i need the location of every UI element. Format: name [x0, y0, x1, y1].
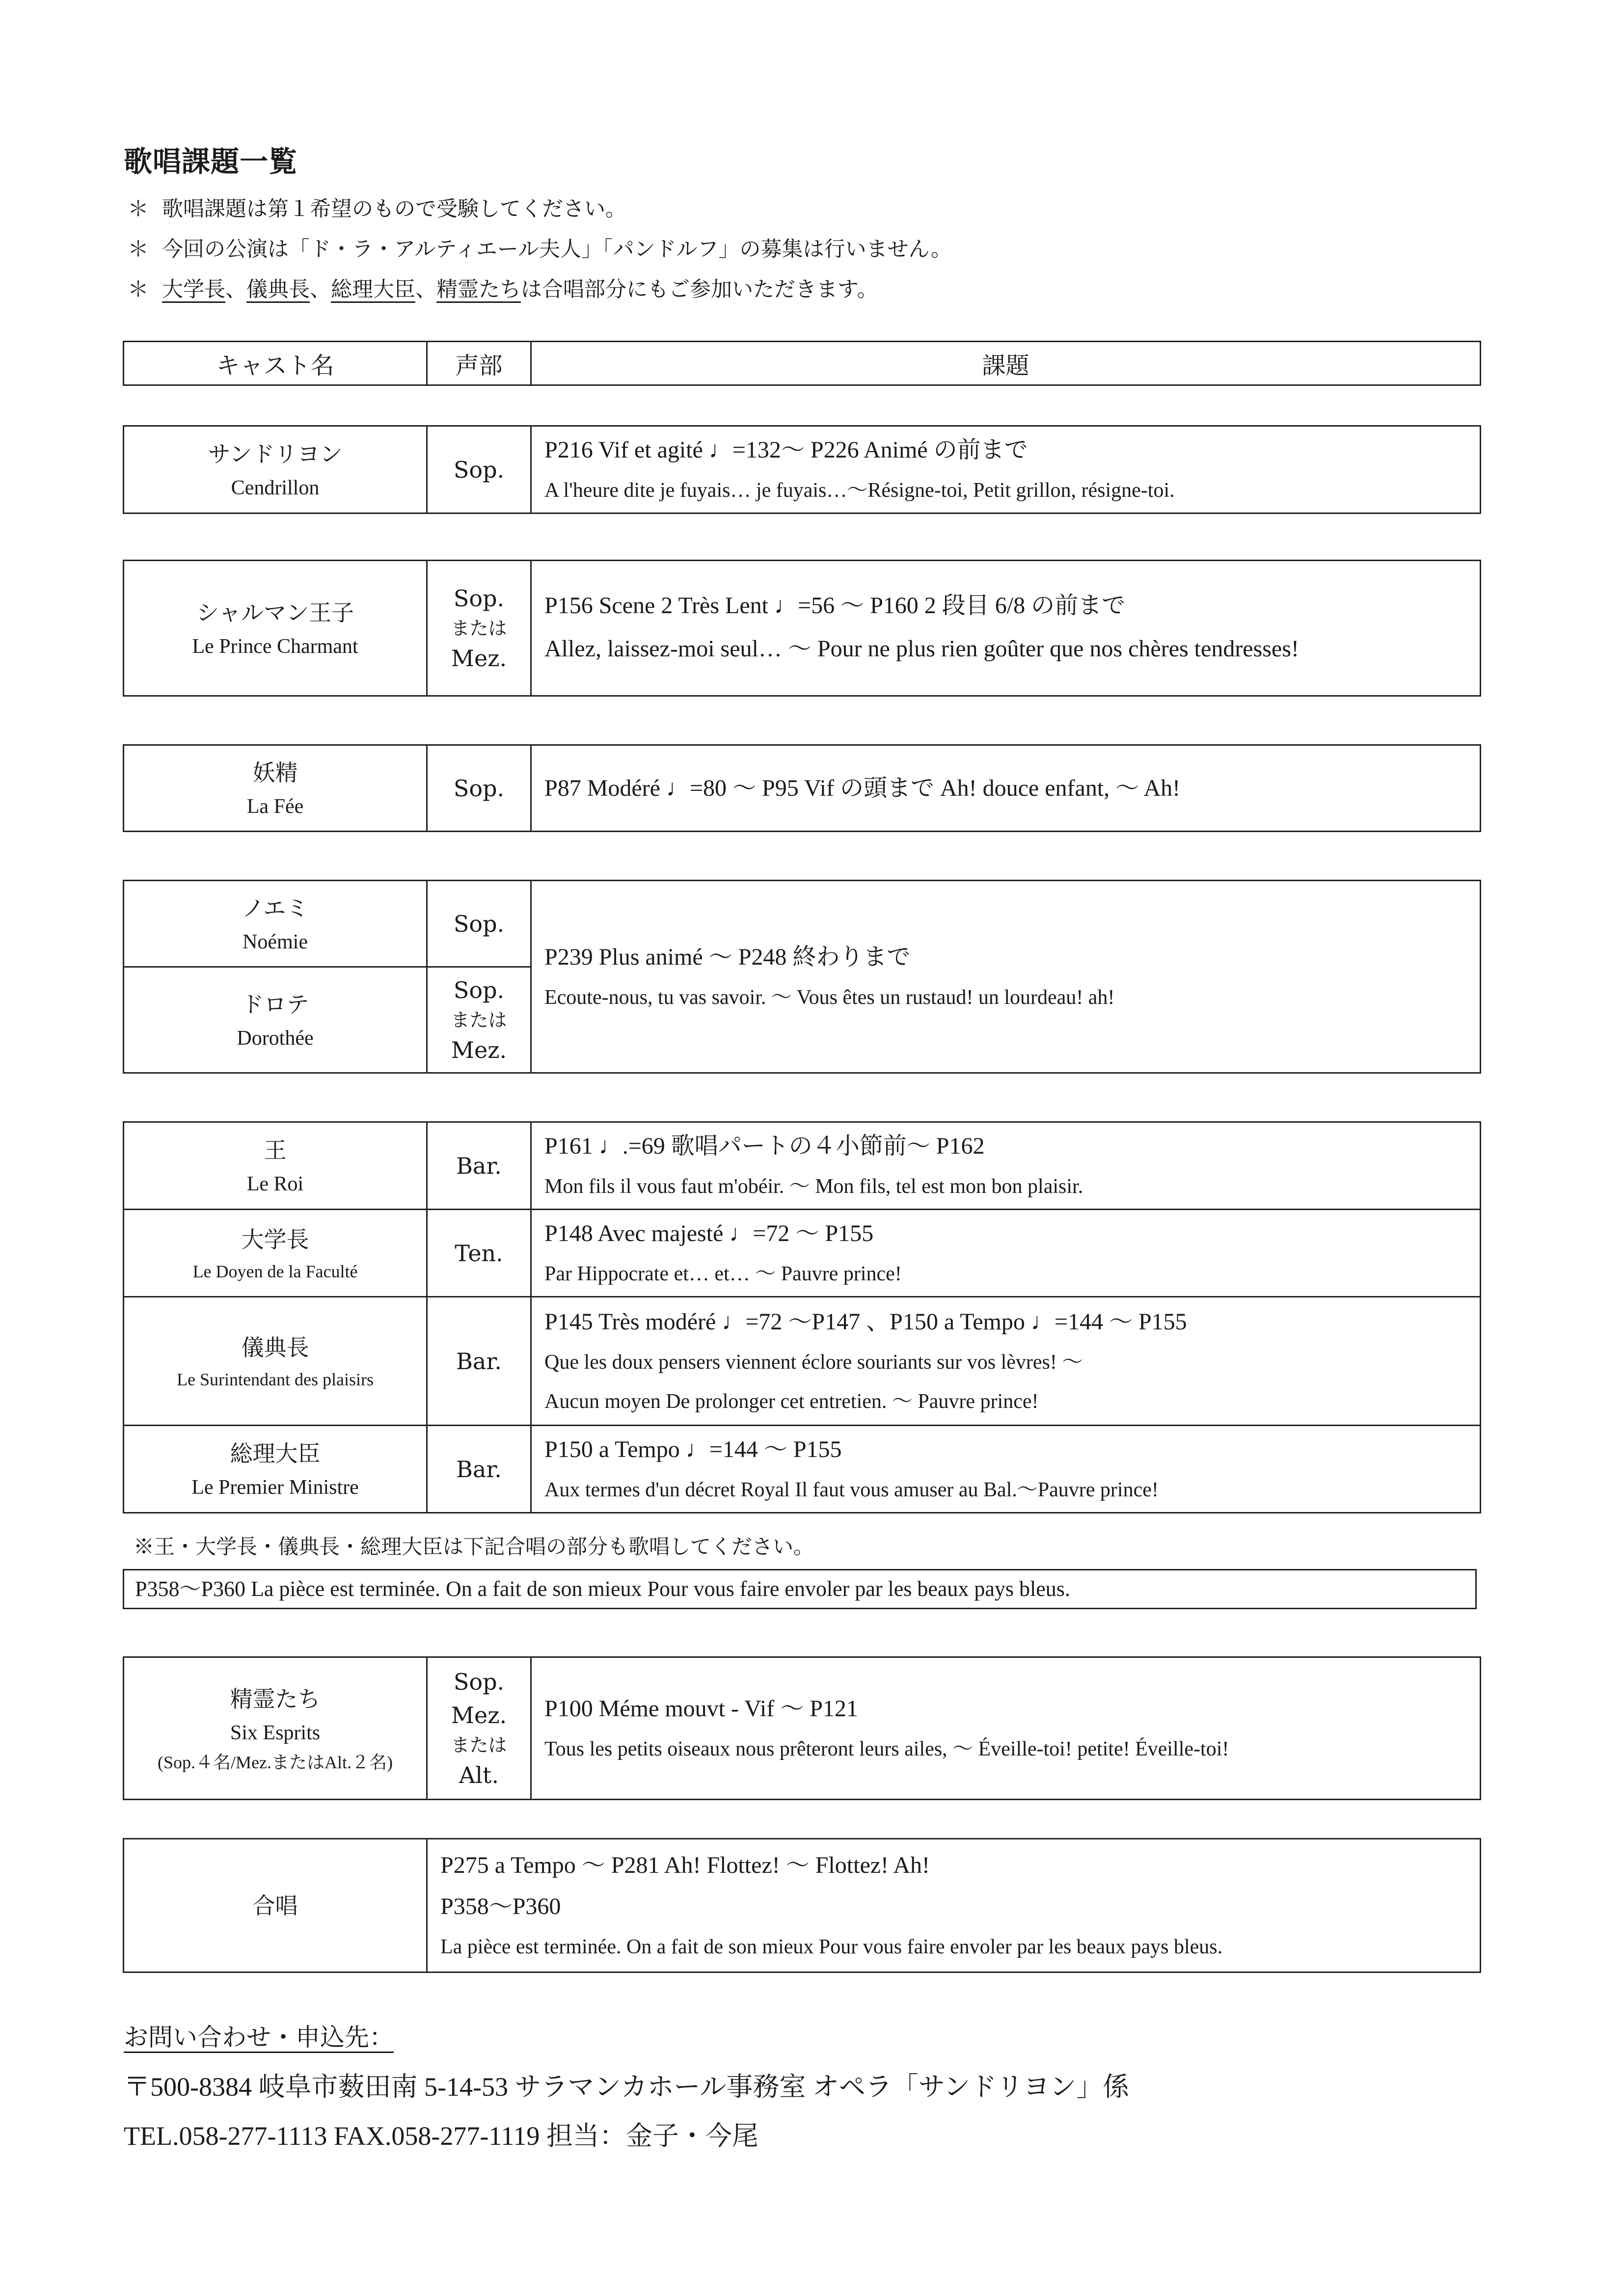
voice-cell: Sop.: [427, 881, 531, 967]
cast-name-ja: 合唱: [252, 1892, 298, 1919]
cast-name-fr: Noémie: [243, 930, 308, 953]
note-2: [128, 233, 952, 263]
voice-cell: [427, 1657, 531, 1800]
voice-or: または: [451, 617, 507, 639]
voice-or: または: [451, 1009, 507, 1031]
task-passage: P216 Vif et agité ♩=132～ P226 Animé の前まで: [544, 436, 1028, 463]
bullet: ＊: [128, 237, 149, 262]
task-lyrics: Que les doux pensers viennent éclore souriants sur vos lèvres! ～: [544, 1351, 1083, 1374]
contact-phone: TEL.058-277-1113 FAX.058-277-1119 担当：金子・今尾: [124, 2121, 758, 2151]
task-lyrics: Mon fils il vous faut m'obéir. ～ Mon fils, tel est mon bon plaisir.: [544, 1175, 1083, 1198]
cast-name-fr: Six Esprits: [230, 1721, 321, 1744]
voice-cell: Bar.: [427, 1297, 531, 1426]
header-voice: 声部: [427, 342, 531, 385]
cast-name-ja: 儀典長: [241, 1334, 309, 1361]
cast-note: (Sop.４名/Mez.またはAlt.２名): [158, 1752, 393, 1772]
cast-name-fr: Cendrillon: [231, 476, 320, 499]
task-passage: P150 a Tempo ♩=144 ～ P155: [544, 1436, 842, 1462]
note-text: 今回の公演は「ド・ラ・アルティエール夫人」「パンドルフ」の募集は行いません。: [162, 237, 952, 262]
task-lyrics: Aucun moyen De prolonger cet entretien. ～ Pauvre prince!: [544, 1390, 1039, 1413]
cast-cell: [124, 561, 427, 696]
role-esprits: [123, 1656, 1481, 1800]
separator: 、: [415, 277, 436, 302]
page-title: 歌唱課題一覧: [124, 145, 298, 178]
task-cell: [531, 1426, 1481, 1513]
cast-name-ja: ノエミ: [242, 894, 309, 921]
task-passage: P275 a Tempo ～ P281 Ah! Flottez! ～ Flottez! Ah!: [440, 1852, 930, 1878]
cast-name-ja: 精霊たち: [230, 1685, 321, 1712]
chorus-remark: ※王・大学長・儀典長・総理大臣は下記合唱の部分も歌唱してください。: [134, 1535, 814, 1559]
separator: 、: [310, 277, 331, 302]
note-text: は合唱部分にもご参加いただきます。: [521, 277, 878, 302]
role-prince: [123, 560, 1481, 697]
cast-name-fr: Le Prince Charmant: [192, 635, 358, 658]
voice-cell: Sop.: [427, 426, 531, 513]
cast-name-fr: Le Doyen de la Faculté: [192, 1261, 358, 1281]
role-fee: [123, 744, 1481, 832]
voice-cell: Ten.: [427, 1210, 531, 1297]
task-passage: P239 Plus animé ～ P248 終わりまで: [544, 944, 911, 970]
cast-cell: [124, 426, 427, 513]
cast-name-fr: La Fée: [246, 795, 304, 818]
task-passage: P161 ♩.=69 歌唱パートの４小節前～ P162: [544, 1133, 985, 1159]
task-cell: [531, 426, 1481, 513]
task-passage: P87 Modéré ♩=80 ～ P95 Vif の頭まで Ah! douce enfant, ～ Ah!: [544, 775, 1181, 801]
task-lyrics: Par Hippocrate et… et… ～ Pauvre prince!: [544, 1262, 902, 1285]
cast-cell: [124, 1426, 427, 1513]
voice-part: Mez.: [451, 1036, 507, 1063]
voice-part: Sop.: [453, 585, 505, 612]
cast-cell: [124, 1839, 427, 1972]
bullet: ＊: [128, 197, 149, 221]
voice-part: Sop.: [453, 976, 505, 1003]
voice-or: または: [451, 1734, 507, 1756]
cast-cell: [124, 881, 427, 967]
role-noemie-dorothee: [123, 880, 1481, 1074]
task-cell: [531, 1297, 1481, 1426]
header-cast: キャスト名: [124, 342, 427, 385]
task-cell: [427, 1839, 1481, 1972]
note-1: [128, 192, 626, 222]
cast-cell: [124, 1657, 427, 1800]
voice-part: Mez.: [451, 1702, 507, 1729]
finale-passage: P358～P360 La pièce est terminée. On a fait de son mieux Pour vous faire envoler par les beaux pays bleus.: [123, 1569, 1477, 1609]
voice-cell: [427, 967, 531, 1073]
cast-name-ja: ドロテ: [241, 991, 309, 1018]
task-passage: P148 Avec majesté ♩=72 ～ P155: [544, 1220, 874, 1246]
task-passage: P145 Très modéré ♩=72 ～P147 、P150 a Tempo ♩=144 ～ P155: [544, 1308, 1187, 1335]
task-lyrics: Tous les petits oiseaux nous prêteront leurs ailes, ～ Éveille-toi! petite! Éveille-toi!: [544, 1737, 1229, 1760]
note-name-doyen: 大学長: [162, 277, 225, 302]
cast-name-fr: Le Surintendant des plaisirs: [177, 1369, 374, 1389]
task-cell: [531, 1122, 1481, 1210]
task-cell: [531, 745, 1481, 832]
role-court: [123, 1121, 1481, 1513]
voice-cell: Bar.: [427, 1426, 531, 1513]
header-table: [123, 341, 1481, 386]
note-text: 歌唱課題は第１希望のもので受験してください。: [162, 197, 626, 221]
voice-cell: Bar.: [427, 1122, 531, 1210]
cast-cell: [124, 1297, 427, 1426]
task-lyrics: Aux termes d'un décret Royal Il faut vous amuser au Bal.～Pauvre prince!: [544, 1478, 1159, 1501]
voice-part: Alt.: [459, 1761, 499, 1788]
voice-part: Sop.: [453, 1668, 505, 1695]
cast-name-ja: 大学長: [241, 1226, 309, 1253]
note-name-ministre: 総理大臣: [331, 277, 415, 302]
cast-name-fr: Dorothée: [237, 1026, 314, 1050]
note-name-surintendant: 儀典長: [246, 277, 310, 302]
cast-name-fr: Le Premier Ministre: [191, 1476, 359, 1499]
cast-name-fr: Le Roi: [246, 1172, 304, 1195]
contact-address: 〒500-8384 岐阜市薮田南 5-14-53 サラマンカホール事務室 オペラ「サンドリヨン」係: [124, 2072, 1130, 2102]
task-lyrics: La pièce est terminée. On a fait de son mieux Pour vous faire envoler par les beaux pays bleus.: [440, 1935, 1223, 1958]
separator: 、: [225, 277, 246, 302]
task-cell: [531, 1210, 1481, 1297]
cast-name-ja: サンドリヨン: [208, 440, 343, 467]
task-cell: [531, 561, 1481, 696]
header-task: 課題: [531, 342, 1481, 385]
task-lyrics: A l'heure dite je fuyais… je fuyais…～Résigne-toi, Petit grillon, résigne-toi.: [544, 479, 1175, 502]
cast-name-ja: 妖精: [252, 759, 298, 786]
cast-name-ja: シャルマン王子: [196, 599, 354, 626]
role-choeur: [123, 1838, 1481, 1973]
note-name-esprits: 精霊たち: [436, 277, 521, 302]
task-lyrics: Ecoute-nous, tu vas savoir. ～ Vous êtes un rustaud! un lourdeau! ah!: [544, 986, 1115, 1009]
role-cendrillon: [123, 425, 1481, 514]
cast-name-ja: 王: [264, 1136, 287, 1163]
cast-cell: [124, 745, 427, 832]
voice-cell: Sop.: [427, 745, 531, 832]
cast-cell: [124, 1210, 427, 1297]
cast-name-ja: 総理大臣: [230, 1440, 321, 1467]
contact-heading: お問い合わせ・申込先：: [124, 2023, 394, 2052]
task-lyrics: Allez, laissez-moi seul… ～ Pour ne plus rien goûter que nos chères tendresses!: [544, 635, 1299, 662]
task-cell: [531, 1657, 1481, 1800]
task-passage: P156 Scene 2 Très Lent ♩=56 ～ P160 2 段目 6/8 の前まで: [544, 592, 1126, 619]
voice-cell: [427, 561, 531, 696]
cast-cell: [124, 1122, 427, 1210]
note-3: [128, 273, 878, 303]
task-passage: P100 Méme mouvt - Vif ～ P121: [544, 1695, 858, 1722]
voice-part: Mez.: [451, 645, 507, 672]
cast-cell: [124, 967, 427, 1073]
bullet: ＊: [128, 277, 149, 302]
task-cell: [531, 881, 1481, 1073]
task-passage: P358～P360: [440, 1893, 561, 1919]
